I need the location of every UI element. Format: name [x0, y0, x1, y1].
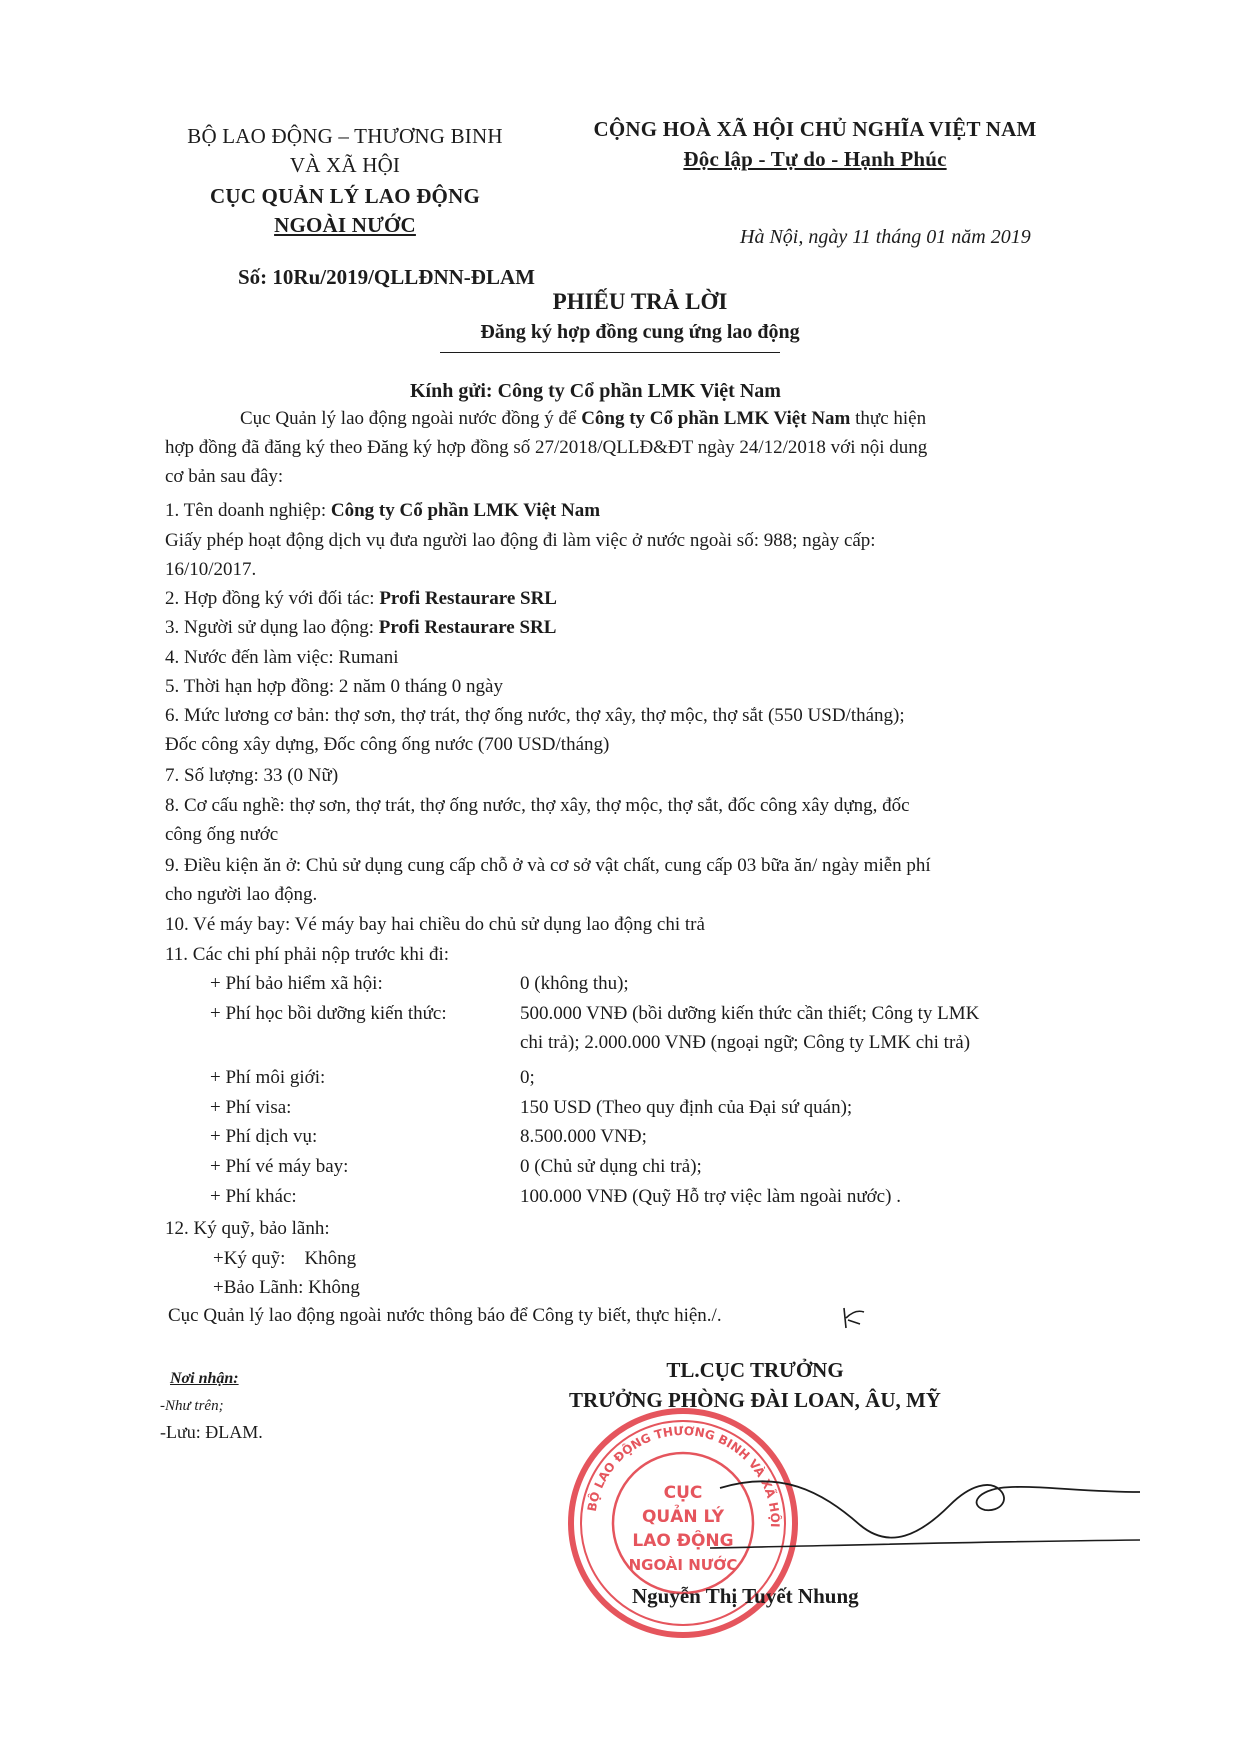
- stamp-text-2: QUẢN LÝ: [641, 1507, 725, 1527]
- fee-label: + Phí môi giới:: [210, 1067, 326, 1088]
- signature-title2: TRƯỞNG PHÒNG ĐÀI LOAN, ÂU, MỸ: [569, 1388, 941, 1412]
- document-subtitle: Đăng ký hợp đồng cung ứng lao động: [480, 321, 800, 343]
- fee-label: + Phí vé máy bay:: [210, 1156, 349, 1177]
- title-underline: [440, 352, 780, 353]
- fee-value: 100.000 VNĐ (Quỹ Hỗ trợ việc làm ngoài nước) .: [520, 1186, 901, 1207]
- item-6-line2: Đốc công xây dựng, Đốc công ống nước (700 USD/tháng): [165, 734, 610, 755]
- item-12: 12. Ký quỹ, bảo lãnh:: [165, 1218, 330, 1239]
- department-line2: NGOÀI NƯỚC: [274, 213, 416, 237]
- fee-label: + Phí dịch vụ:: [210, 1126, 318, 1147]
- fee-label: + Phí bảo hiểm xã hội:: [210, 973, 383, 994]
- item-3: 3. Người sử dụng lao động: Profi Restaurare SRL: [165, 617, 557, 638]
- signature-title1: TL.CỤC TRƯỞNG: [666, 1358, 844, 1382]
- republic-title: CỘNG HOÀ XÃ HỘI CHỦ NGHĨA VIỆT NAM: [593, 117, 1037, 141]
- recipients-line1: -Như trên;: [160, 1398, 224, 1414]
- intro-line3: cơ bản sau đây:: [165, 466, 284, 487]
- intro-line2: hợp đồng đã đăng ký theo Đăng ký hợp đồng số 27/2018/QLLĐ&ĐT ngày 24/12/2018 với nội dung: [165, 437, 928, 458]
- closing-line: Cục Quản lý lao động ngoài nước thông báo để Công ty biết, thực hiện./.: [168, 1305, 722, 1326]
- item-8-line1: 8. Cơ cấu nghề: thợ sơn, thợ trát, thợ ống nước, thợ xây, thợ mộc, thợ sắt, đốc công xây dựng, đốc: [165, 795, 910, 816]
- fee-label: + Phí khác:: [210, 1186, 297, 1207]
- item-12-deposit: +Ký quỹ: Không: [213, 1248, 357, 1269]
- initial-mark: [838, 1302, 874, 1343]
- fee-value: 150 USD (Theo quy định của Đại sứ quán);: [520, 1097, 853, 1118]
- fee-value: 0 (Chủ sử dụng chi trả);: [520, 1156, 702, 1177]
- fee-value: 0 (không thu);: [520, 973, 629, 994]
- department-line1: CỤC QUẢN LÝ LAO ĐỘNG: [209, 184, 480, 208]
- fee-value: 8.500.000 VNĐ;: [520, 1126, 647, 1147]
- item-2: 2. Hợp đồng ký với đối tác: Profi Restaurare SRL: [165, 588, 557, 609]
- stamp-text-1: CỤC: [663, 1483, 703, 1503]
- document-title: PHIẾU TRẢ LỜI: [552, 289, 728, 314]
- item-9-line1: 9. Điều kiện ăn ở: Chủ sử dụng cung cấp chỗ ở và cơ sở vật chất, cung cấp 03 bữa ăn/ ngày miễn phí: [165, 855, 931, 876]
- recipients-line2: -Lưu: ĐLAM.: [160, 1422, 263, 1442]
- item-8-line2: công ống nước: [165, 824, 279, 845]
- item-9-line2: cho người lao động.: [165, 884, 318, 905]
- recipients-title: Nơi nhận:: [170, 1370, 239, 1387]
- document-number: Số: 10Ru/2019/QLLĐNN-ĐLAM: [238, 265, 535, 289]
- item-6-line1: 6. Mức lương cơ bản: thợ sơn, thợ trát, thợ ống nước, thợ xây, thợ mộc, thợ sắt (550 USD/tháng);: [165, 705, 905, 726]
- item-5: 5. Thời hạn hợp đồng: 2 năm 0 tháng 0 ngày: [165, 676, 503, 697]
- fee-value: 0;: [520, 1067, 535, 1088]
- item-7: 7. Số lượng: 33 (0 Nữ): [165, 765, 339, 786]
- fee-value: 500.000 VNĐ (bồi dưỡng kiến thức cần thiết; Công ty LMK: [520, 1003, 980, 1024]
- item-1: 1. Tên doanh nghiệp: Công ty Cổ phần LMK Việt Nam: [165, 500, 601, 521]
- stamp-text-4: NGOÀI NƯỚC: [628, 1556, 738, 1574]
- item-11: 11. Các chi phí phải nộp trước khi đi:: [165, 944, 450, 965]
- stamp-ring-text: BỘ LAO ĐỘNG THƯƠNG BINH VÀ XÃ HỘI: [584, 1423, 783, 1528]
- stamp-text-3: LAO ĐỘNG: [632, 1531, 734, 1551]
- ministry-line1: BỘ LAO ĐỘNG – THƯƠNG BINH: [187, 124, 503, 148]
- issue-date: Hà Nội, ngày 11 tháng 01 năm 2019: [740, 226, 1031, 248]
- item-4: 4. Nước đến làm việc: Rumani: [165, 647, 399, 668]
- item-10: 10. Vé máy bay: Vé máy bay hai chiều do chủ sử dụng lao động chi trả: [165, 914, 705, 935]
- signer-name: Nguyễn Thị Tuyết Nhung: [632, 1584, 859, 1608]
- recipient-line: Kính gửi: Công ty Cổ phần LMK Việt Nam: [410, 380, 781, 402]
- item-1-license-line1: Giấy phép hoạt động dịch vụ đưa người lao động đi làm việc ở nước ngoài số: 988; ngày cấp:: [165, 530, 876, 551]
- item-1-license-line2: 16/10/2017.: [165, 559, 257, 580]
- fee-label: + Phí visa:: [210, 1097, 292, 1118]
- handwritten-signature: [700, 1430, 1140, 1585]
- item-12-guarantee: +Bảo Lãnh: Không: [213, 1277, 360, 1298]
- ministry-line2: VÀ XÃ HỘI: [289, 153, 401, 177]
- fee-value-continued: chi trả); 2.000.000 VNĐ (ngoại ngữ; Công ty LMK chi trả): [520, 1032, 971, 1053]
- fee-label: + Phí học bồi dưỡng kiến thức:: [210, 1003, 447, 1024]
- national-motto: Độc lập - Tự do - Hạnh Phúc: [683, 147, 947, 171]
- intro-line1: Cục Quản lý lao động ngoài nước đồng ý để Công ty Cổ phần LMK Việt Nam thực hiện: [240, 408, 927, 429]
